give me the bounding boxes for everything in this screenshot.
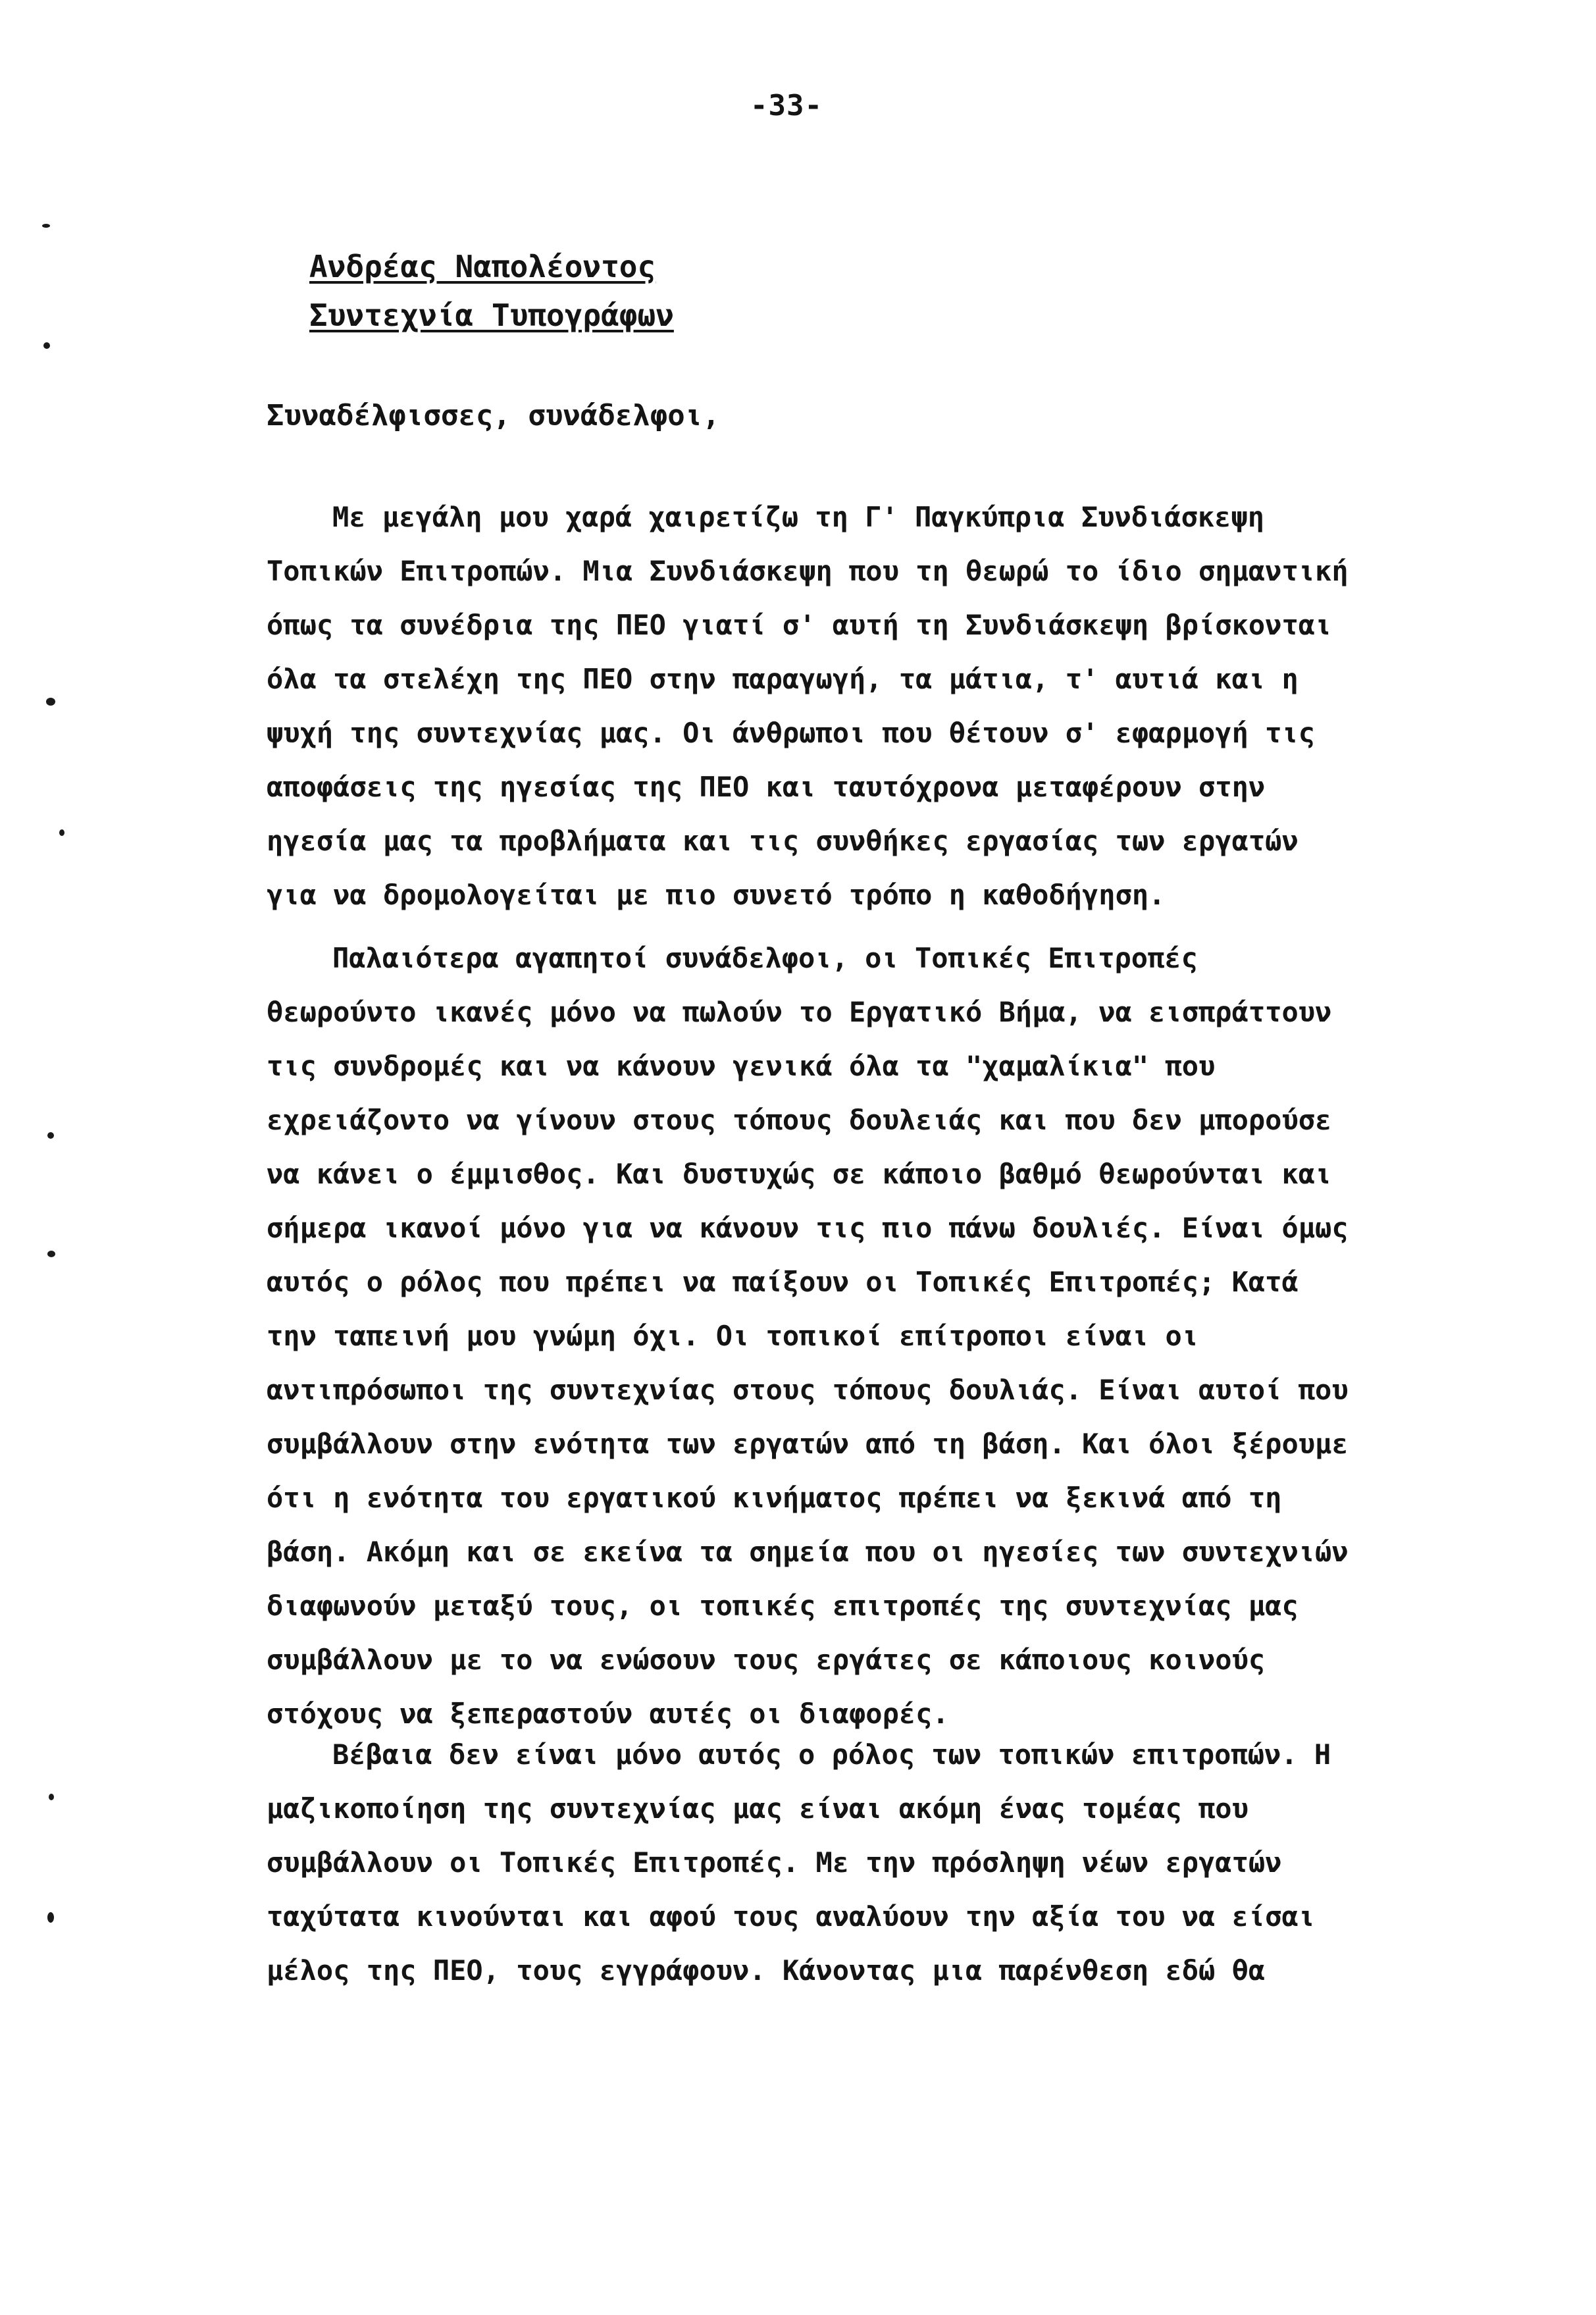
- scan-speck: [47, 1251, 55, 1257]
- paragraph-line: εχρειάζοντο να γίνουν στους τόπους δουλειάς και που δεν μπορούσε: [267, 1104, 1332, 1136]
- page-number: -33-: [750, 89, 823, 122]
- paragraph-line: αντιπρόσωποι της συντεχνίας στους τόπους δουλιάς. Είναι αυτοί που: [267, 1374, 1349, 1406]
- paragraph-3: [267, 1728, 1346, 1998]
- paragraph-line: Παλαιότερα αγαπητοί συνάδελφοι, οι Τοπικές Επιτροπές: [332, 942, 1198, 974]
- paragraph-2: [267, 931, 1349, 1741]
- organization-name: Συντεχνία Τυπογράφων: [309, 298, 674, 333]
- salutation: Συναδέλφισσες, συνάδελφοι,: [267, 399, 720, 432]
- scan-speck: [42, 224, 50, 228]
- paragraph-1: [267, 490, 1349, 922]
- paragraph-line: την ταπεινή μου γνώμη όχι. Οι τοπικοί επίτροποι είναι οι: [267, 1320, 1199, 1352]
- paragraph-line: συμβάλλουν στην ενότητα των εργατών από τη βάση. Και όλοι ξέρουμε: [267, 1428, 1349, 1460]
- paragraph-line: για να δρομολογείται με πιο συνετό τρόπο η καθοδήγηση.: [267, 879, 1166, 911]
- paragraph-line: βάση. Ακόμη και σε εκείνα τα σημεία που οι ηγεσίες των συντεχνιών: [267, 1536, 1349, 1568]
- scan-speck: [59, 829, 64, 836]
- scan-speck: [43, 342, 50, 349]
- paragraph-line: Τοπικών Επιτροπών. Μια Συνδιάσκεψη που τη θεωρώ το ίδιο σημαντική: [267, 555, 1349, 587]
- paragraph-line: στόχους να ξεπεραστούν αυτές οι διαφορές.: [267, 1698, 949, 1730]
- paragraph-line: συμβάλλουν οι Τοπικές Επιτροπές. Με την πρόσληψη νέων εργατών: [267, 1846, 1282, 1879]
- paragraph-line: μέλος της ΠΕΟ, τους εγγράφουν. Κάνοντας μια παρένθεση εδώ θα: [267, 1954, 1266, 1987]
- scan-speck: [47, 1132, 54, 1139]
- paragraph-line: αυτός ο ρόλος που πρέπει να παίξουν οι Τοπικές Επιτροπές; Κατά: [267, 1266, 1299, 1298]
- author-name: Ανδρέας Ναπολέοντος: [309, 249, 656, 284]
- paragraph-line: ηγεσία μας τα προβλήματα και τις συνθήκες εργασίας των εργατών: [267, 825, 1299, 857]
- paragraph-line: συμβάλλουν με το να ενώσουν τους εργάτες σε κάποιους κοινούς: [267, 1644, 1266, 1676]
- paragraph-line: σήμερα ικανοί μόνο για να κάνουν τις πιο πάνω δουλιές. Είναι όμως: [267, 1212, 1349, 1244]
- paragraph-line: αποφάσεις της ηγεσίας της ΠΕΟ και ταυτόχρονα μεταφέρουν στην: [267, 771, 1266, 803]
- paragraph-line: θεωρούντο ικανές μόνο να πωλούν το Εργατικό Βήμα, να εισπράττουν: [267, 996, 1332, 1028]
- paragraph-line: όλα τα στελέχη της ΠΕΟ στην παραγωγή, τα μάτια, τ' αυτιά και η: [267, 663, 1299, 695]
- paragraph-line: όπως τα συνέδρια της ΠΕΟ γιατί σ' αυτή τη Συνδιάσκεψη βρίσκονται: [267, 609, 1332, 641]
- paragraph-line: μαζικοποίηση της συντεχνίας μας είναι ακόμη ένας τομέας που: [267, 1792, 1248, 1825]
- paragraph-line: Με μεγάλη μου χαρά χαιρετίζω τη Γ' Παγκύπρια Συνδιάσκεψη: [332, 501, 1265, 533]
- scan-speck: [46, 698, 55, 706]
- paragraph-line: Βέβαια δεν είναι μόνο αυτός ο ρόλος των τοπικών επιτροπών. Η: [332, 1738, 1331, 1771]
- paragraph-line: τις συνδρομές και να κάνουν γενικά όλα τα "χαμαλίκια" που: [267, 1050, 1216, 1082]
- paragraph-line: να κάνει ο έμμισθος. Και δυστυχώς σε κάποιο βαθμό θεωρούνται και: [267, 1158, 1332, 1190]
- scan-speck: [49, 1794, 54, 1800]
- scan-speck: [47, 1912, 54, 1923]
- paragraph-line: διαφωνούν μεταξύ τους, οι τοπικές επιτροπές της συντεχνίας μας: [267, 1590, 1299, 1622]
- paragraph-line: ταχύτατα κινούνται και αφού τους αναλύουν την αξία του να είσαι: [267, 1900, 1316, 1933]
- paragraph-line: ψυχή της συντεχνίας μας. Οι άνθρωποι που θέτουν σ' εφαρμογή τις: [267, 717, 1316, 749]
- paragraph-line: ότι η ενότητα του εργατικού κινήματος πρέπει να ξεκινά από τη: [267, 1482, 1282, 1514]
